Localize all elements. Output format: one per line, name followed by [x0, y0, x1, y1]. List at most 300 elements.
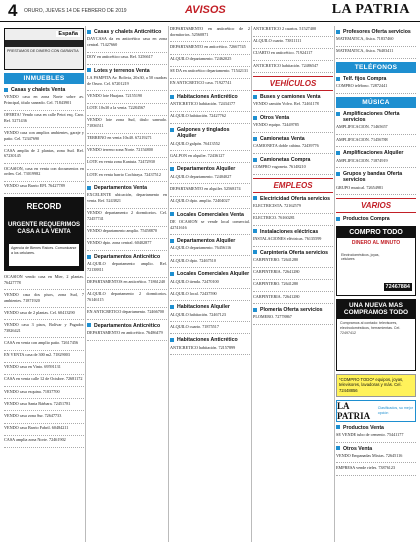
bullet-square-icon — [170, 95, 174, 99]
bullet-square-icon — [87, 255, 91, 259]
ad-separator — [336, 144, 416, 147]
ad-espana-box — [4, 28, 84, 70]
category-heading — [336, 446, 416, 452]
column-divider — [334, 26, 335, 542]
ad-separator — [336, 473, 416, 476]
bullet-square-icon — [170, 239, 174, 243]
record-text: Agencia de Bienes Raíces. Comunicarse a los celulares. — [9, 244, 79, 266]
page-number: 4 — [8, 1, 18, 20]
category-label: Productos Compra — [343, 216, 390, 223]
classified-ad: LOTE en venta zona Kantuta. 72472930 — [87, 159, 155, 165]
classified-ad: VENDO casa esquina. 71837700 — [4, 388, 60, 394]
classified-ad: TERRENO en venta 10x40. 67219271 — [87, 135, 152, 141]
classified-ad: DAYCASA da en anticrético casa en zona central. 71427660 — [87, 36, 167, 47]
category-label: Otros Venta — [343, 445, 373, 452]
classified-ad: DEPARTAMENTO en anticrético. 76486479 — [87, 329, 163, 335]
bullet-square-icon — [336, 151, 340, 155]
ad-separator — [170, 298, 250, 301]
classified-ad: DEPARTAMENTO en anticrético de 2 dormitorios. 52560871 — [170, 26, 250, 37]
ad-separator — [253, 58, 333, 61]
ad-list — [253, 122, 333, 133]
classified-ad: INSTALACIONES eléctricas. 76135599 — [253, 236, 322, 242]
category-label: Telf. fijos Compra — [343, 76, 387, 83]
classified-ad: VENDO terreno zona Norte. 72154800 — [87, 147, 153, 153]
ad-separator — [4, 108, 84, 111]
espana-text: PRESTAMOS DE DINERO CON GARANTIA — [7, 49, 79, 53]
classified-ad: EMPRESA vende rieles. 73876123 — [336, 464, 396, 470]
bullet-square-icon — [253, 308, 257, 312]
classified-ad: CARPINTERIA. 72641280 — [253, 293, 300, 299]
category-heading — [87, 68, 167, 74]
classified-ad: AMPLIFICACION. 71874919 — [336, 157, 388, 163]
category-label: Departamentos Venta — [94, 185, 148, 192]
classified-ad: DE OCASION se vende local comercial. 42741616 — [170, 218, 250, 230]
category-label: Amplificaciones Alquiler — [343, 150, 404, 157]
column-1 — [4, 26, 84, 542]
ad-list — [87, 261, 167, 320]
ad-separator — [87, 179, 167, 182]
bullet-square-icon — [336, 217, 340, 221]
bullet-square-icon — [253, 229, 257, 233]
ad-separator — [4, 372, 84, 375]
bullet-square-icon — [253, 158, 257, 162]
classified-ad: GALPON en alquiler. 72436127 — [170, 152, 225, 158]
classified-ad: LOTE en venta barrio Cochiraya. 72437512 — [87, 171, 161, 177]
classified-ad: EN ANTICRETICO casa. 71927741 — [170, 80, 232, 86]
ad-record-box — [4, 197, 84, 271]
ad-separator — [87, 101, 167, 104]
classified-ad: SE DA en anticrético departamento. 71542131 — [170, 68, 249, 74]
ad-separator — [253, 46, 333, 49]
category-label: Habitaciones Alquiler — [177, 304, 230, 311]
bullet-square-icon — [336, 172, 340, 176]
compro-sub: DINERO AL MINUTO — [351, 239, 401, 246]
classified-ad: ALQUILO cuarto. 73811111 — [253, 38, 302, 44]
classified-ad: DOY en anticrético casa. Ref. 5256617 — [87, 54, 153, 60]
ad-separator — [170, 352, 250, 355]
classified-ad: ANTICRETICO habitación. 72157899 — [170, 344, 236, 350]
classified-ad: PLOMERO. 72778867 — [253, 314, 292, 320]
ad-separator — [336, 56, 416, 59]
classified-ad: ALQUILO habitación. 72467123 — [170, 311, 226, 317]
ad-separator — [87, 62, 167, 65]
ad-list — [253, 164, 333, 175]
category-heading — [253, 94, 333, 100]
ad-una-nueva-box — [336, 299, 416, 371]
classified-ad: ANTICRETICO habitación. 72434177 — [170, 101, 236, 107]
ad-list — [4, 274, 84, 448]
classified-ad: ALQUILO departamento. 76456116 — [170, 245, 232, 251]
classified-ad: ALQUILO dpto. 72467510 — [170, 257, 216, 263]
classified-ad: ELECTRICISTA. 72162579 — [253, 203, 301, 209]
classified-ad: ANTICRETICO habitación. 72486547 — [253, 62, 319, 68]
ad-separator — [87, 113, 167, 116]
classified-ad: ALQUILO dpto. amplio. 72404027 — [170, 198, 230, 203]
classified-ad: OCASION vendo casa en Mier, 2 plantas. 76427778 — [4, 274, 84, 285]
ad-list — [253, 26, 333, 73]
classified-ad: CAMIONETA doble cabina. 72439776 — [253, 143, 319, 149]
section-band-empleos: EMPLEOS — [253, 178, 333, 193]
section-band-inmuebles: INMUEBLES — [4, 73, 84, 84]
category-heading — [253, 157, 333, 163]
category-heading — [87, 185, 167, 191]
ad-separator — [4, 161, 84, 164]
section-band-telefonos: TELÉFONOS — [336, 62, 416, 73]
ad-separator — [170, 64, 250, 67]
ad-separator — [4, 305, 84, 308]
ad-separator — [87, 317, 167, 320]
classified-ad: VENDO dpto. zona central. 60402877 — [87, 240, 152, 246]
category-heading — [87, 254, 167, 260]
ad-separator — [170, 194, 250, 197]
bullet-square-icon — [336, 425, 340, 429]
category-label: Carpintería Oferta servicios — [260, 249, 329, 256]
ad-separator — [253, 322, 333, 325]
category-label: Locales Comerciales Alquiler — [177, 271, 250, 278]
classified-ad: VENDO departamento 2 dormitorios. Cel. 72457741 — [87, 210, 167, 221]
classified-ad: VENDO casa en Vinto. 69591131 — [4, 364, 61, 370]
category-heading — [170, 94, 250, 100]
classified-ad: VENDO casa con amplios ambientes, garaje y patio. Cel. 72347690 — [4, 129, 84, 141]
classified-ad: OCASION, casa en venta con documentos en orden. Cel. 73019982 — [4, 165, 84, 177]
category-heading — [170, 337, 250, 343]
ad-list — [253, 101, 333, 112]
ad-separator — [170, 286, 250, 289]
ad-separator — [170, 319, 250, 322]
classified-ad: VENDO casa Barrio Fabril. 60484211 — [4, 425, 69, 431]
ad-separator — [336, 440, 416, 443]
bullet-square-icon — [253, 196, 257, 200]
ad-separator — [87, 206, 167, 209]
bullet-square-icon — [336, 112, 340, 116]
column-divider — [168, 26, 169, 542]
classified-ad: COMPRO teléfono. 72872441 — [336, 83, 388, 89]
la-patria-logo: LA PATRIA — [337, 400, 371, 421]
ad-separator — [253, 34, 333, 37]
section-band-musica: MÚSICA — [336, 97, 416, 108]
ad-separator — [87, 305, 167, 308]
ad-separator — [170, 109, 250, 112]
category-label: Habitaciones Anticrético — [177, 94, 238, 101]
ad-separator — [4, 191, 84, 194]
classified-ad: MATEMATICA, física. 71837460 — [336, 36, 394, 42]
bullet-square-icon — [170, 272, 174, 276]
section-band-varios: VARIOS — [336, 198, 416, 213]
classified-ad: ANTICRETICO 2 cuartos. 51527400 — [253, 26, 317, 31]
ad-separator — [253, 277, 333, 280]
classified-ad: ALQUILO galpón. 76413552 — [170, 140, 220, 146]
ad-list — [87, 75, 167, 182]
category-heading — [170, 212, 250, 218]
bullet-square-icon — [170, 167, 174, 171]
ad-separator — [253, 109, 333, 112]
classified-ad: VENDO equipo. 72449785 — [253, 122, 299, 128]
classified-ad: VENDO casa de 2 plantas. Cel. 60413290 — [4, 309, 75, 315]
bullet-square-icon — [336, 30, 340, 34]
category-label: Camionetas Compra — [260, 156, 311, 163]
classified-ad: CASA amplia zona Norte. 72461902 — [4, 437, 66, 443]
category-label: Casas y chalets Venta — [11, 87, 66, 93]
classified-ad: ALQUILO cuarto. 71875517 — [170, 323, 219, 329]
classified-ad: VENDO lote Huajara. 72155190 — [87, 92, 143, 98]
ad-separator — [170, 232, 250, 235]
classified-ad: VENDO departamento amplio. 75458870 — [87, 228, 158, 234]
category-heading — [4, 87, 84, 93]
category-label: Lotes y terrenos Venta — [94, 67, 150, 74]
bullet-square-icon — [170, 305, 174, 309]
classified-ad: CASA en venta con amplio patio. 72617456 — [4, 339, 79, 345]
category-heading — [253, 307, 333, 313]
ad-separator — [87, 275, 167, 278]
bullet-square-icon — [87, 186, 91, 190]
classified-ad: CASA en venta calle 12 de Octubre. 72681172 — [4, 376, 83, 382]
compro-phone: 72467884 — [385, 283, 410, 290]
ad-separator — [253, 265, 333, 268]
bullet-square-icon — [253, 137, 257, 141]
category-label: Casas y chalets Anticrético — [94, 29, 162, 35]
ad-separator — [4, 421, 84, 424]
ad-separator — [253, 151, 333, 154]
ad-separator — [87, 131, 167, 134]
ad-list — [4, 94, 84, 194]
ad-separator — [87, 143, 167, 146]
category-heading — [336, 171, 416, 183]
category-label: Electricidad Oferta servicios — [260, 195, 331, 202]
decor-bar — [5, 40, 83, 47]
classified-ad: COMPRO vagoneta. 76148210 — [253, 164, 306, 170]
classified-ad: ALQUILO departamento. 72404027 — [170, 173, 232, 179]
category-label: Plomería Oferta servicios — [260, 307, 323, 314]
ad-list — [253, 143, 333, 154]
record-subtitle: URGENTE REQUERIMOS CASA A LA VENTA — [7, 222, 80, 236]
classified-ad: VENDO casa dos pisos, zona Sud, 7 ambientes. 71871920 — [4, 291, 84, 303]
category-label: Habitaciones Anticrético — [177, 337, 238, 344]
bullet-square-icon — [253, 116, 257, 120]
category-label: Grupos y bandas Oferta servicios — [343, 171, 403, 184]
classified-ad: DEPARTAMENTOS en anticrético. 71861240 — [87, 279, 166, 285]
ad-separator — [4, 445, 84, 448]
ad-separator — [4, 384, 84, 387]
ad-separator — [170, 39, 250, 42]
ad-list — [253, 203, 333, 226]
ad-separator — [336, 192, 416, 195]
classified-ad: CARPINTERO. 72641280 — [253, 257, 299, 263]
category-heading — [87, 29, 167, 35]
classified-ad: CARPINTERO. 72641280 — [253, 281, 299, 287]
category-label: Otros Venta — [260, 115, 290, 122]
ad-list — [336, 83, 416, 94]
ad-separator — [87, 224, 167, 227]
ad-list — [170, 312, 250, 335]
ad-separator — [170, 206, 250, 209]
ad-separator — [4, 396, 84, 399]
classified-ad: ALQUILO local. 72437590 — [170, 290, 217, 296]
ad-separator — [87, 50, 167, 53]
ad-separator — [170, 253, 250, 256]
bullet-square-icon — [170, 338, 174, 342]
ad-list — [170, 141, 250, 164]
column-divider — [85, 26, 86, 542]
ad-list — [253, 236, 333, 247]
category-label: Departamentos Anticrético — [94, 322, 161, 329]
category-heading — [253, 196, 333, 202]
category-heading — [170, 304, 250, 310]
classified-ad: LA PAMPITA Av. Bolivia, 20x30, a 50 cuadras de Oruro. Cel. 67201219 — [87, 74, 167, 86]
ad-separator — [336, 44, 416, 47]
category-heading — [253, 136, 333, 142]
ad-separator — [4, 335, 84, 338]
ad-separator — [253, 289, 333, 292]
ad-separator — [336, 132, 416, 135]
ad-separator — [253, 301, 333, 304]
ad-list — [336, 124, 416, 147]
classified-ad: CARPINTERIA. 72641280 — [253, 269, 300, 275]
ad-list — [87, 36, 167, 65]
nueva-lines: Compramos al contado: televisores, electrodomésticos, herramientas. Cel. 72497412 — [340, 321, 401, 335]
ad-separator — [87, 287, 167, 290]
category-label: Departamentos Alquiler — [177, 238, 236, 245]
ad-separator — [4, 317, 84, 320]
ad-separator — [87, 248, 167, 251]
classified-ad: ALQUILO departamento amplio. Ref. 72138811 — [87, 261, 167, 272]
category-label: Amplificaciones Oferta servicios — [343, 110, 400, 124]
classified-ad: VENDO casa zona Sur. 72647733 — [4, 412, 62, 418]
ad-separator — [253, 70, 333, 73]
ad-separator — [4, 360, 84, 363]
ad-separator — [87, 155, 167, 158]
la-patria-logo-box — [336, 400, 416, 422]
bullet-square-icon — [336, 446, 340, 450]
bullet-square-icon — [4, 88, 8, 92]
ad-list — [87, 192, 167, 251]
category-heading — [253, 229, 333, 235]
bullet-square-icon — [253, 95, 257, 99]
masthead: LA PATRIA — [331, 2, 410, 17]
classified-ad: VENDO Empanadas Mixtas. 72645116 — [336, 452, 403, 458]
column-2 — [87, 26, 167, 542]
ad-list — [87, 330, 167, 341]
classified-ad: EN ANTICRETICO departamento. 72466700 — [87, 309, 164, 315]
category-heading — [336, 111, 416, 123]
ad-separator — [336, 165, 416, 168]
ad-list — [336, 158, 416, 169]
ad-separator — [253, 223, 333, 226]
classified-ad: ELECTRICO. 76160281 — [253, 215, 295, 221]
category-label: Departamentos Anticrético — [94, 253, 161, 260]
category-heading — [336, 425, 416, 431]
classified-ad: VENDO casa Santa Bárbara. 72451781 — [4, 400, 71, 406]
classified-ad: AMPLIFICACION. 71456788 — [336, 136, 388, 142]
compro-lines: Electrodomésticos, joyas, celulares — [341, 252, 380, 262]
section-band-vehiculos: VEHÍCULOS — [253, 76, 333, 91]
ad-separator — [170, 52, 250, 55]
ad-separator — [170, 88, 250, 91]
category-heading — [170, 238, 250, 244]
category-label: Locales Comerciales Venta — [177, 211, 244, 218]
bullet-square-icon — [87, 68, 91, 72]
category-heading — [336, 150, 416, 156]
ad-separator — [170, 160, 250, 163]
compro-header: COMPRO TODO — [337, 227, 415, 238]
classified-ad: VENDO lote zona Sud, título saneado. 71836511 — [87, 117, 167, 128]
ad-list — [170, 245, 250, 268]
espana-logo: España — [58, 31, 78, 37]
classified-ad: ALQUILO tienda. 72470100 — [170, 278, 219, 284]
category-heading — [170, 166, 250, 172]
ad-separator — [4, 408, 84, 411]
bullet-square-icon — [170, 212, 174, 216]
bullet-square-icon — [170, 128, 174, 132]
ad-separator — [170, 331, 250, 334]
ad-list — [170, 174, 250, 209]
ad-list — [336, 185, 416, 196]
classified-ad: VENDO camión Volvo. Ref. 72461178 — [253, 101, 319, 107]
classified-ad: CASA amplia de 2 plantas, zona Sud. Ref. 67230145 — [4, 147, 84, 159]
ad-separator — [4, 433, 84, 436]
classified-ad: OFERTA! Vendo casa en calle Petot esq. Caro. Ref. 5271436 — [4, 112, 84, 123]
nueva-header: UNA NUEVA MAS COMPRAMOS TODO — [337, 300, 415, 320]
record-title: RECORD — [26, 202, 62, 212]
classified-ad: ALQUILO habitación. 72427762 — [170, 113, 226, 119]
category-label: Productos Venta — [343, 424, 384, 431]
ad-highlight-box: *COMPRO TODO* equipos, joyas, televisores, lavadoras y más. Cel. 72448856 — [336, 374, 416, 397]
bullet-square-icon — [253, 250, 257, 254]
ad-list — [170, 101, 250, 124]
ad-separator — [253, 130, 333, 133]
ad-separator — [170, 76, 250, 79]
category-heading — [336, 29, 416, 35]
ad-list — [170, 279, 250, 302]
classified-ad: VENDO casa en zona Norte sobre av. Principal, título saneado. Cel. 71843901 — [4, 94, 84, 105]
category-label: Camionetas Venta — [260, 136, 305, 142]
ad-separator — [4, 348, 84, 351]
ad-list — [170, 219, 250, 235]
ad-separator — [253, 244, 333, 247]
category-heading — [336, 216, 416, 222]
ad-separator — [87, 338, 167, 341]
category-label: Galpones y tinglados Alquiler — [177, 127, 230, 140]
classified-ad: CUARTO en anticrético. 71924117 — [253, 50, 313, 56]
ad-list — [253, 314, 333, 325]
ad-separator — [253, 172, 333, 175]
ad-separator — [336, 91, 416, 94]
category-label: Profesores Oferta servicios — [343, 29, 411, 35]
ad-list — [170, 345, 250, 356]
page-header — [0, 0, 420, 22]
classified-ad: GRUPO musical. 72654981 — [336, 184, 384, 190]
page-date: ORURO, JUEVES 14 DE FEBRERO DE 2019 — [24, 8, 127, 14]
category-label: Departamentos Alquiler — [177, 166, 236, 173]
category-label: Buses y camiones Venta — [260, 94, 321, 101]
category-heading — [253, 115, 333, 121]
bullet-square-icon — [336, 77, 340, 81]
ad-separator — [170, 181, 250, 184]
ad-list — [336, 432, 416, 443]
ad-separator — [170, 121, 250, 124]
category-label: Instalaciones eléctricas — [260, 228, 319, 235]
ad-separator — [4, 143, 84, 146]
classified-ad: LOTE 10x30 a la venta. 72284567 — [87, 105, 146, 110]
ad-separator — [170, 148, 250, 151]
ad-compro-todo-box — [336, 226, 416, 296]
category-heading — [87, 323, 167, 329]
ad-separator — [170, 265, 250, 268]
classified-ad: MATEMATICA, física. 76403411 — [336, 48, 394, 54]
ad-list — [170, 26, 250, 91]
classified-ad: VENDO casa 3 pisos, Bolívar y Pagador. 73826421 — [4, 321, 84, 333]
classified-ad: ALQUILO departamento. 72462025 — [170, 56, 232, 62]
ad-list — [336, 453, 416, 476]
